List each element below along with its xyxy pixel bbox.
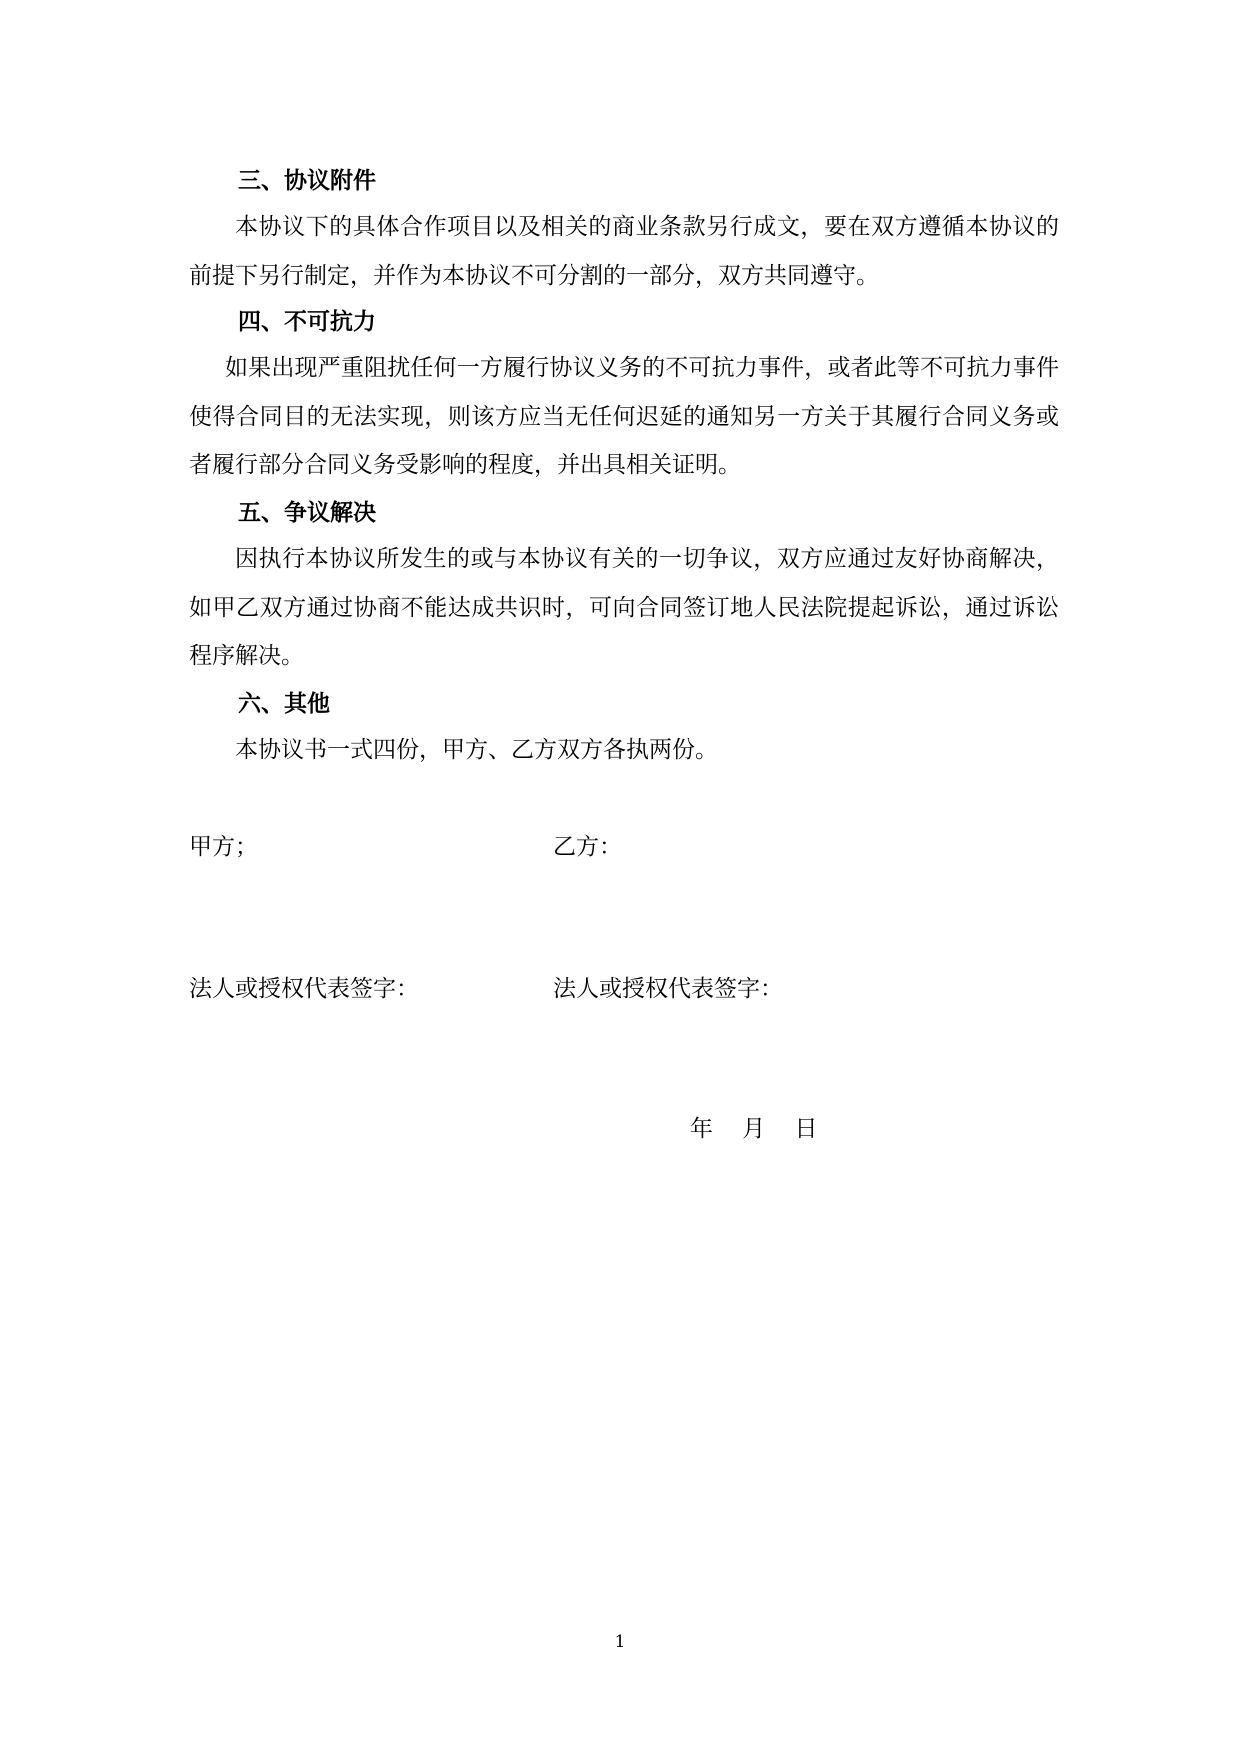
party-a-label: 甲方； bbox=[189, 834, 258, 860]
section-paragraph-dispute-resolution: 因执行本协议所发生的或与本协议有关的一切争议，双方应通过友好协商解决，如甲乙双方通过协商不能达成共识时，可向合同签订地人民法院提起诉讼，通过诉讼程序解决。 bbox=[189, 546, 1059, 669]
section-paragraph-other: 本协议书一式四份，甲方、乙方双方各执两份。 bbox=[235, 737, 718, 763]
page-number: 1 bbox=[614, 1632, 626, 1652]
party-a-signature-label: 法人或授权代表签字： bbox=[189, 976, 419, 1002]
section-paragraph-attachments: 本协议下的具体合作项目以及相关的商业条款另行成文，要在双方遵循本协议的前提下另行制定，并作为本协议不可分割的一部分，双方共同遵守。 bbox=[189, 214, 1059, 289]
party-b-signature-label: 法人或授权代表签字： bbox=[553, 976, 783, 1002]
section-heading-other: 六、其他 bbox=[238, 690, 330, 717]
signing-date-line: 年 月 日 bbox=[690, 1116, 818, 1142]
section-paragraph-force-majeure: 如果出现严重阻扰任何一方履行协议义务的不可抗力事件，或者此等不可抗力事件使得合同目的无法实现，则该方应当无任何迟延的通知另一方关于其履行合同义务或者履行部分合同义务受影响的程度，并出具相关证明。 bbox=[189, 355, 1059, 478]
section-heading-force-majeure: 四、不可抗力 bbox=[238, 308, 376, 335]
party-b-label: 乙方： bbox=[553, 834, 622, 860]
section-heading-attachments: 三、协议附件 bbox=[238, 167, 376, 194]
section-heading-dispute-resolution: 五、争议解决 bbox=[238, 499, 376, 526]
